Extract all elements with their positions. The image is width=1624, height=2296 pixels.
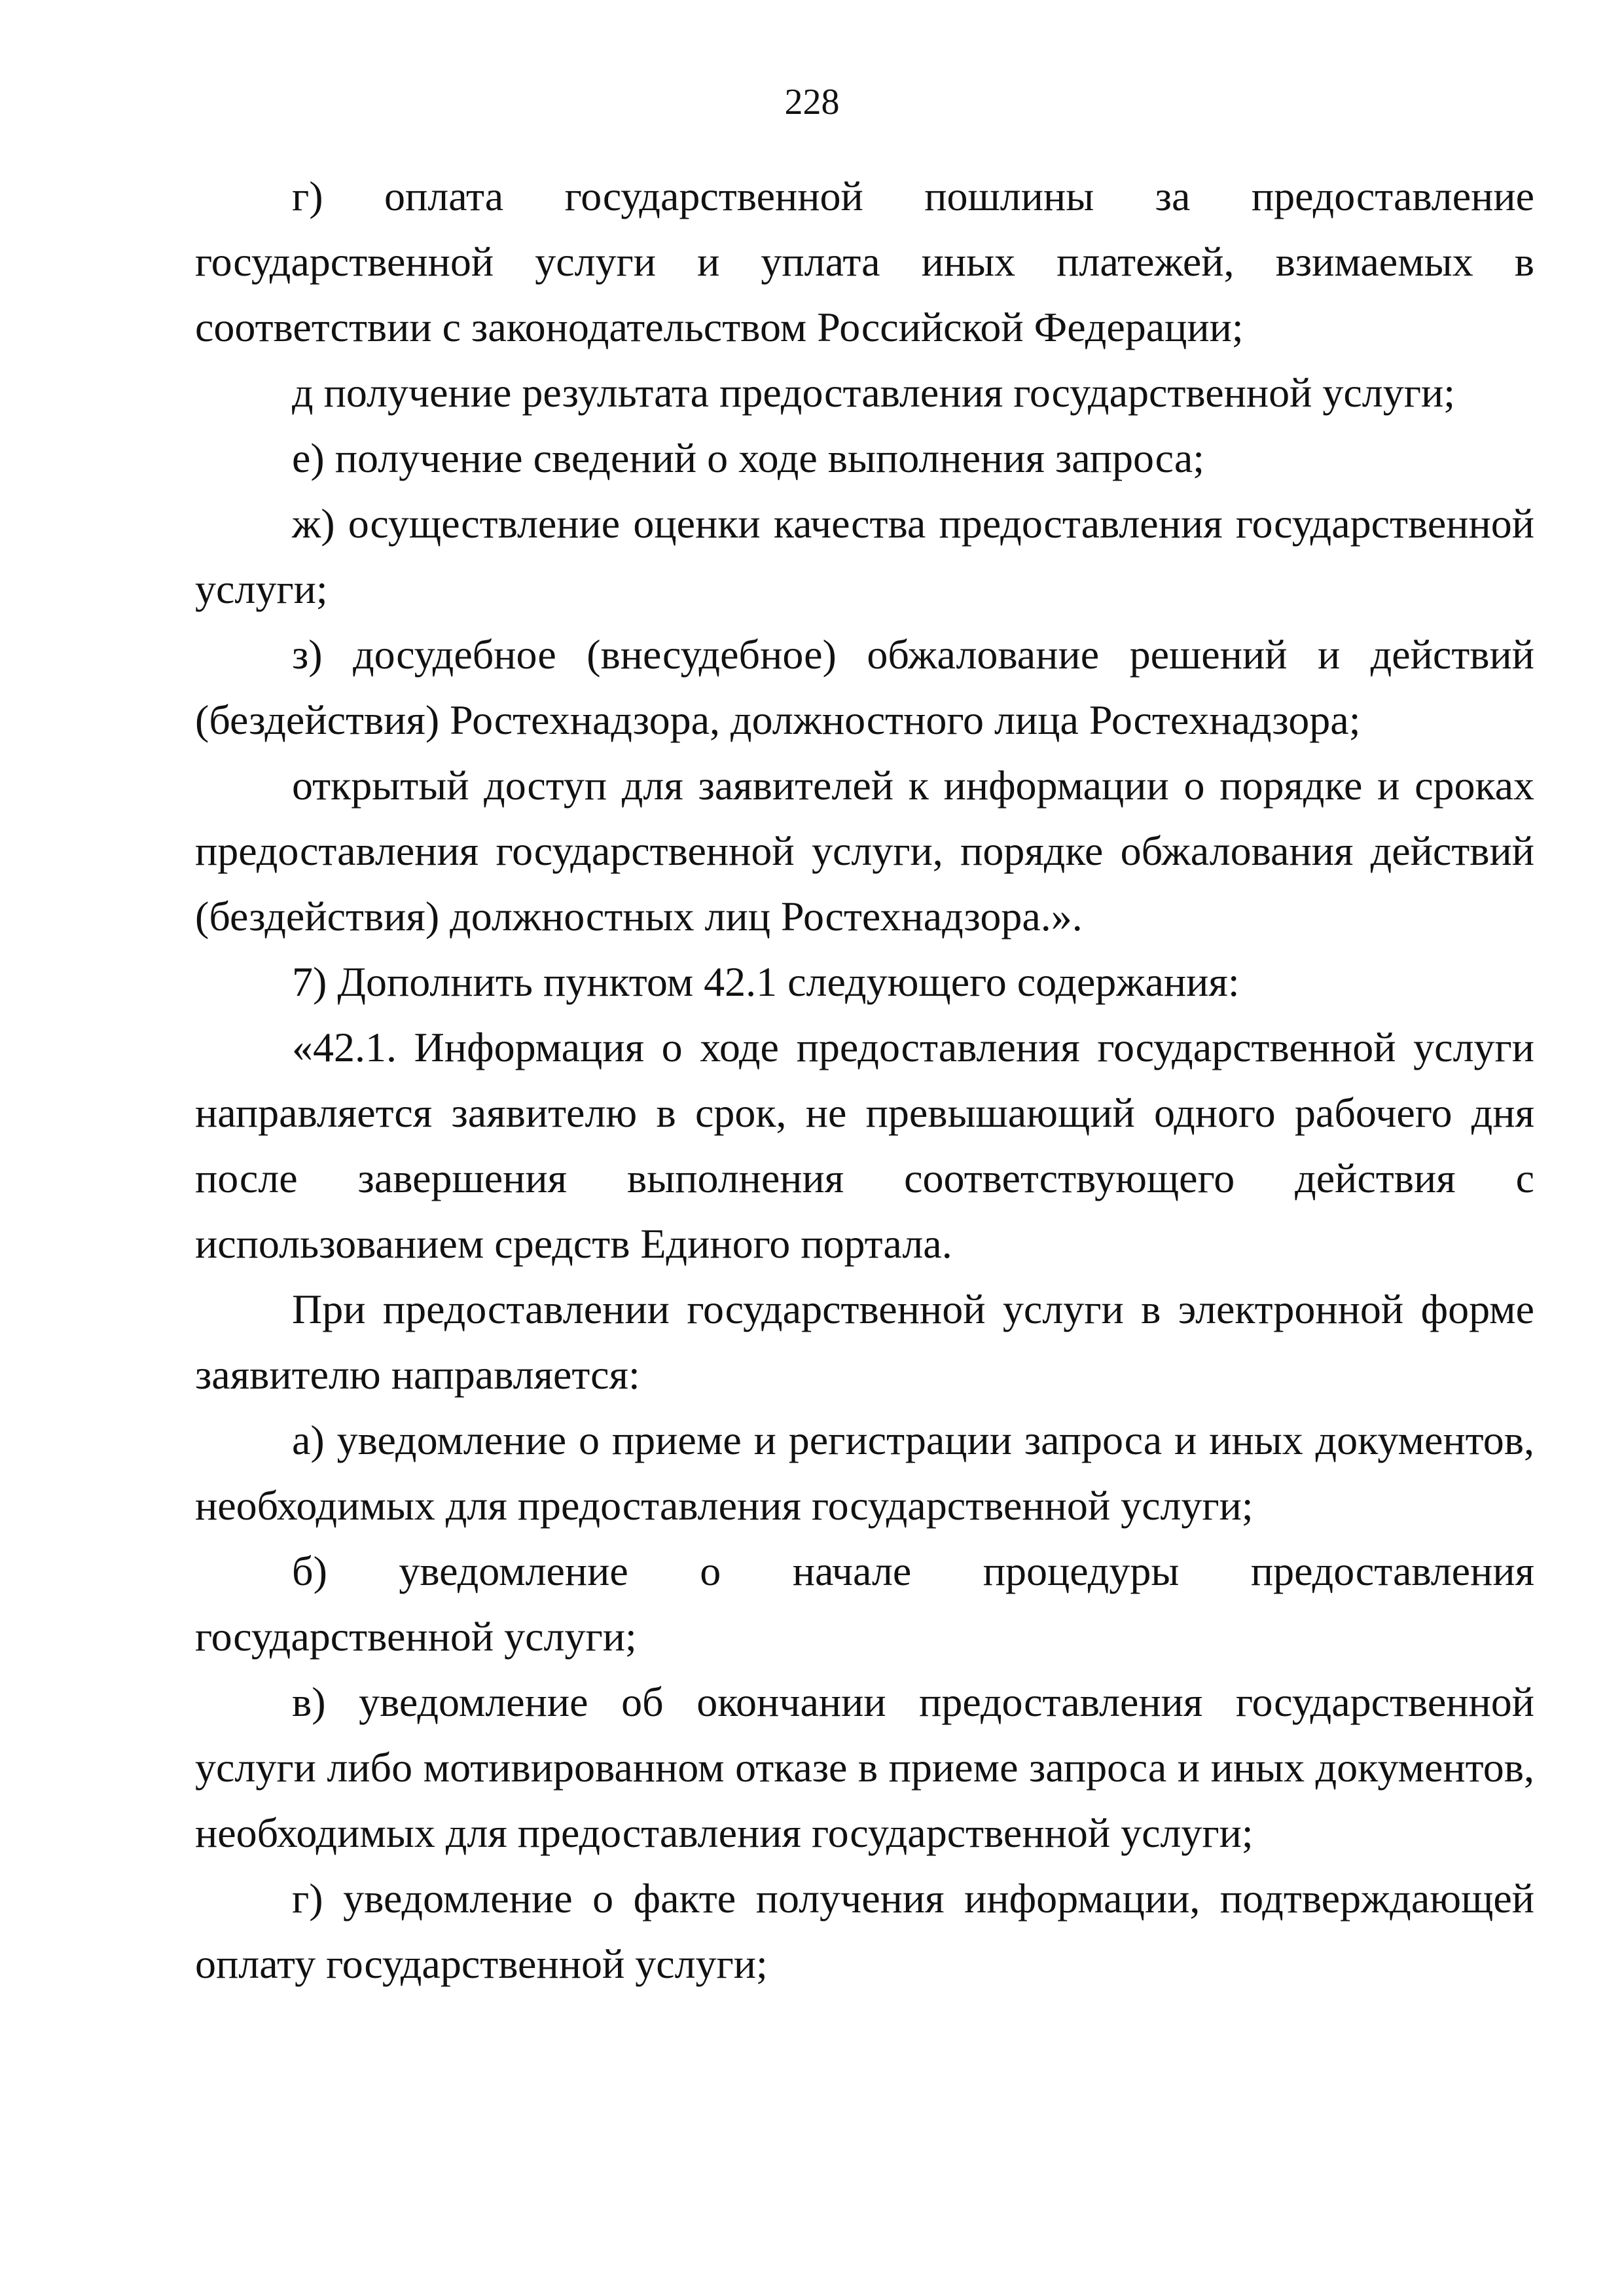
paragraph-obtaining-result: д получение результата предоставления государственной услуги;	[292, 369, 1455, 416]
paragraph-item-42-1: «42.1. Информация о ходе предоставления государственной услуги направляется заявителю в срок, не превышающий одного рабочего дня после завершения выполнения соответствующего действия с использованием средств Единого портала.	[195, 1024, 1534, 1267]
paragraph-amendment-clause-7: 7) Дополнить пунктом 42.1 следующего содержания:	[292, 958, 1240, 1005]
paragraph-electronic-form-intro: При предоставлении государственной услуги в электронной форме заявителю направляется:	[195, 1286, 1534, 1398]
paragraph-request-progress-info: е) получение сведений о ходе выполнения запроса;	[292, 435, 1204, 481]
paragraph-pretrial-appeal: з) досудебное (внесудебное) обжалование решений и действий (бездействия) Ростехнадзора, должностного лица Ростехнадзора;	[195, 631, 1534, 743]
page-number: 228	[784, 82, 840, 122]
paragraph-notice-procedure-start: б) уведомление о начале процедуры предоставления государственной услуги;	[195, 1548, 1534, 1660]
paragraph-open-access: открытый доступ для заявителей к информации о порядке и сроках предоставления государственной услуги, порядке обжалования действий (бездействия) должностных лиц Ростехнадзора.».	[195, 762, 1534, 939]
paragraph-notice-receipt-registration: а) уведомление о приеме и регистрации запроса и иных документов, необходимых для предоставления государственной услуги;	[195, 1417, 1534, 1529]
paragraph-payment-of-fee: г) оплата государственной пошлины за предоставление государственной услуги и уплата иных платежей, взимаемых в соответствии с законодательством Российской Федерации;	[195, 173, 1534, 350]
paragraph-quality-assessment: ж) осуществление оценки качества предоставления государственной услуги;	[195, 500, 1534, 612]
paragraph-notice-payment-confirmation: г) уведомление о факте получения информации, подтверждающей оплату государственной услуги;	[195, 1875, 1534, 1987]
paragraph-notice-completion-or-refusal: в) уведомление об окончании предоставления государственной услуги либо мотивированном отказе в приеме запроса и иных документов, необходимых для предоставления государственной услуги;	[195, 1679, 1534, 1856]
document-body	[195, 164, 1534, 1997]
